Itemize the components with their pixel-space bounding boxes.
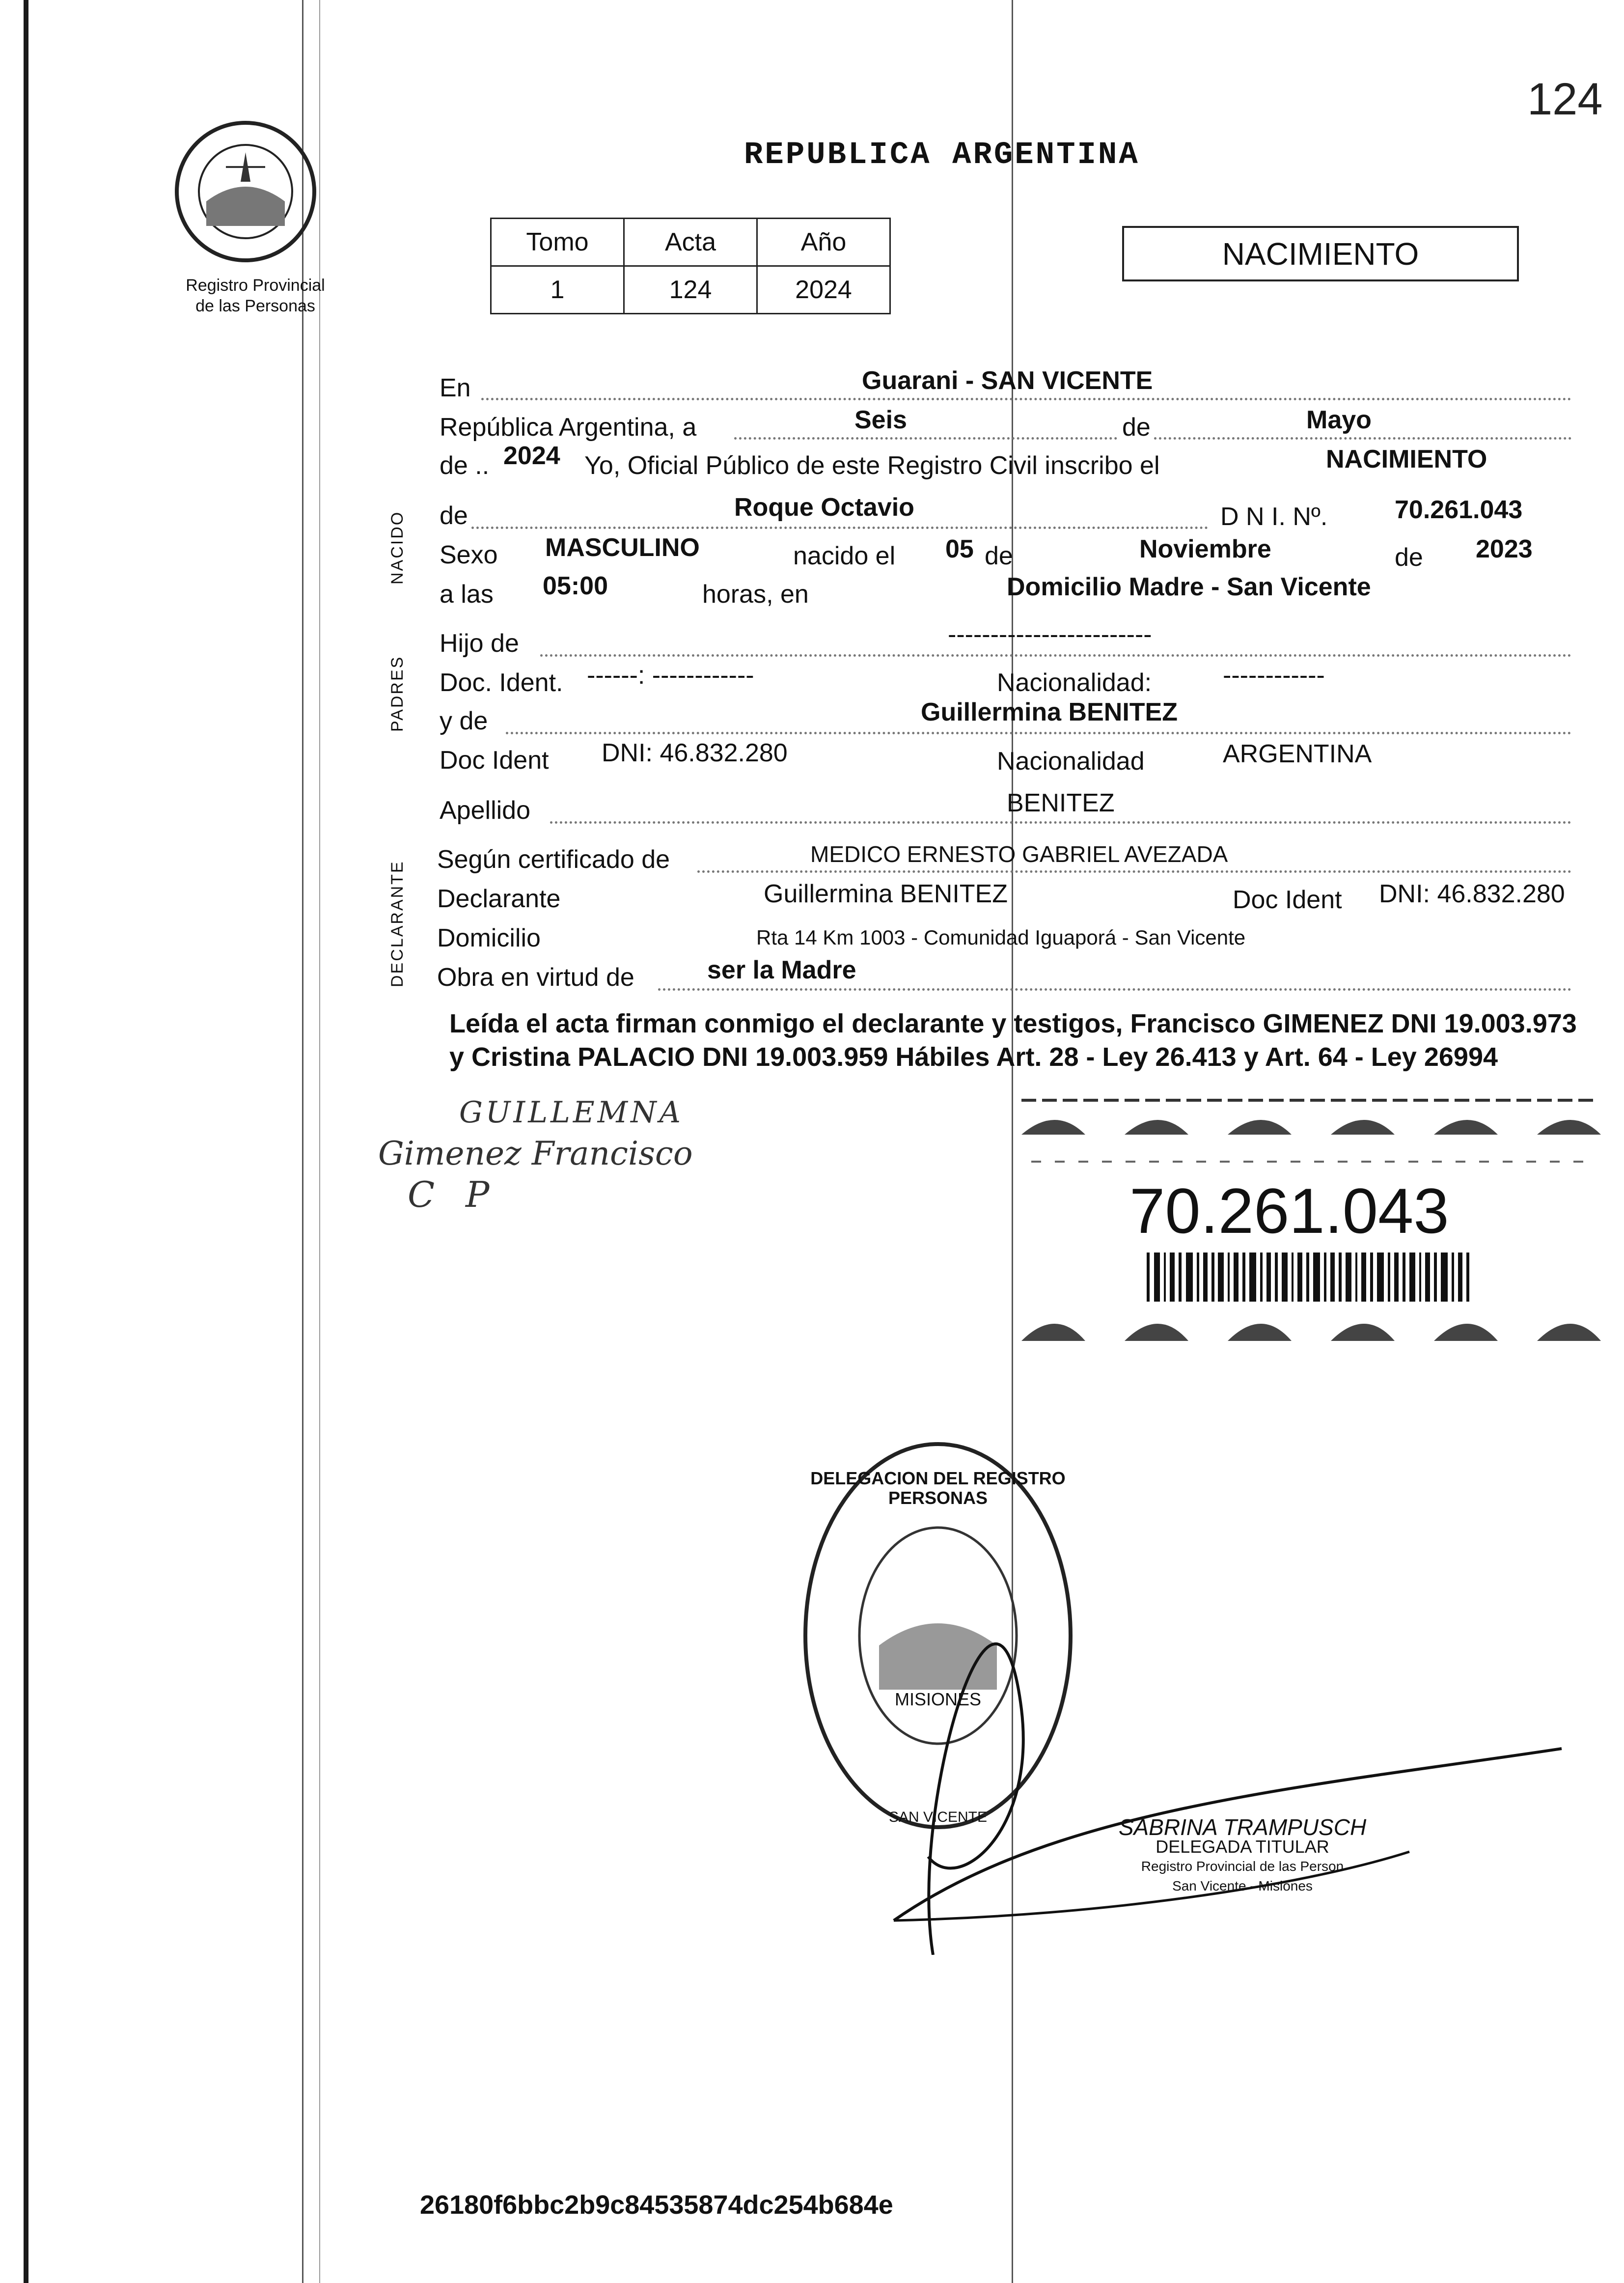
handwritten-line3: C P [408, 1174, 499, 1215]
label-obra: Obra en virtud de [437, 963, 634, 992]
label-dni: D N I. Nº. [1220, 502, 1328, 531]
label-nacido-el: nacido el [793, 542, 896, 570]
stamp-place: San Vicente - Misiones [1172, 1878, 1313, 1893]
registry-label-line1: Registro Provincial [186, 276, 325, 295]
label-hijo-de: Hijo de [440, 629, 519, 658]
page-number: 124 [1527, 74, 1603, 124]
side-label-padres: PADRES [388, 655, 407, 732]
dotline [658, 988, 1571, 991]
value-tipo: NACIMIENTO [1326, 445, 1487, 473]
dotline [1154, 437, 1571, 440]
handwritten-line1: GUILLEMNA [459, 1095, 684, 1130]
value-nac-dia: 05 [945, 535, 974, 563]
dotline [481, 398, 1571, 400]
stamp-org: Registro Provincial de las Person [1141, 1859, 1344, 1874]
handwritten-line2: Gimenez Francisco [378, 1135, 693, 1172]
side-label-declarante: DECLARANTE [388, 860, 407, 987]
record-type-box: NACIMIENTO [1122, 226, 1519, 281]
label-a-las: a las [440, 580, 494, 609]
closing-paragraph: Leída el acta firman conmigo el declarante y testigos, Francisco GIMENEZ DNI 19.003.973 y Cristina PALACIO DNI 19.003.959 Hábiles Art. 28 - Ley 26.413 y Art. 64 - Ley 26994 [449, 1009, 1577, 1072]
value-certificado: MEDICO ERNESTO GABRIEL AVEZADA [810, 841, 1228, 867]
margin-line-left-2 [319, 0, 320, 2283]
acta-value: 124 [624, 266, 757, 314]
label-doc-ident-declarante: Doc Ident [1233, 886, 1342, 914]
value-madre-nac: ARGENTINA [1223, 740, 1372, 768]
registry-label-line2: de las Personas [195, 297, 315, 315]
value-nac-ano: 2023 [1476, 535, 1533, 563]
value-padre-doc: ------: ------------ [587, 661, 754, 690]
label-horas-en: horas, en [702, 580, 809, 609]
value-padre-nac: ------------ [1223, 661, 1325, 690]
value-lugar: Guarani - SAN VICENTE [862, 366, 1153, 395]
stamp-name: SABRINA TRAMPUSCH [1118, 1814, 1367, 1840]
seal-outer-text: DELEGACION DEL REGISTRO PERSONAS [810, 1468, 1066, 1508]
label-de-nac-mes: de [985, 542, 1013, 570]
value-dia: Seis [854, 406, 907, 434]
value-domicilio: Rta 14 Km 1003 - Comunidad Iguaporá - San Vicente [756, 926, 1246, 949]
seal-bottom-text: SAN VICENTE [888, 1809, 988, 1825]
value-madre: Guillermina BENITEZ [921, 698, 1178, 726]
label-declarante: Declarante [437, 885, 561, 913]
value-nac-mes: Noviembre [1139, 535, 1271, 563]
margin-line-left [302, 0, 303, 2283]
dotline [471, 527, 1208, 529]
ano-value: 2024 [757, 266, 890, 314]
dotline [734, 437, 1117, 440]
tomo-acta-table [490, 218, 891, 314]
value-obra: ser la Madre [707, 956, 856, 984]
registry-label [157, 275, 354, 316]
value-declarante-doc: DNI: 46.832.280 [1379, 880, 1565, 908]
dni-sticker-number: 70.261.043 [1129, 1175, 1449, 1247]
value-hora: 05:00 [543, 572, 608, 600]
stamp-role: DELEGADA TITULAR [1156, 1837, 1329, 1857]
label-de-ano: de .. [440, 451, 490, 480]
label-yo: Yo, Oficial Público de este Registro Civil inscribo el [584, 451, 1160, 480]
value-mes: Mayo [1306, 406, 1372, 434]
label-y-de: y de [440, 707, 488, 735]
value-madre-doc: DNI: 46.832.280 [602, 739, 788, 767]
value-lugar-nac: Domicilio Madre - San Vicente [1007, 573, 1371, 601]
label-nacionalidad-padre: Nacionalidad: [997, 668, 1152, 697]
label-de-nac-ano: de [1395, 543, 1423, 572]
label-nacionalidad-madre: Nacionalidad [997, 747, 1145, 776]
label-de-nombre: de [440, 501, 468, 530]
document-hash: 26180f6bbc2b9c84535874dc254b684e [420, 2190, 893, 2220]
label-en: En [440, 374, 471, 402]
value-sexo: MASCULINO [545, 533, 700, 562]
scan-left-edge [24, 0, 28, 2283]
acta-header: Acta [624, 219, 757, 266]
dotline [506, 732, 1571, 734]
dotline [540, 654, 1571, 657]
tomo-value: 1 [491, 266, 624, 314]
label-domicilio: Domicilio [437, 924, 541, 952]
dotline [697, 870, 1571, 873]
value-nombre: Roque Octavio [734, 493, 914, 522]
label-apellido: Apellido [440, 796, 531, 825]
label-de-mes: de [1122, 413, 1151, 442]
ano-header: Año [757, 219, 890, 266]
label-republica: República Argentina, a [440, 413, 697, 442]
value-apellido: BENITEZ [1007, 789, 1115, 817]
province-logo [167, 113, 324, 270]
side-label-nacido: NACIDO [388, 510, 407, 585]
value-ano: 2024 [503, 442, 560, 470]
document-title: REPUBLICA ARGENTINA [744, 138, 1140, 173]
seal-inner-text: MISIONES [894, 1689, 982, 1709]
label-segun: Según certificado de [437, 845, 670, 874]
value-padre: ------------------------ [948, 620, 1152, 649]
value-dni: 70.261.043 [1395, 496, 1523, 524]
tomo-header: Tomo [491, 219, 624, 266]
label-sexo: Sexo [440, 541, 498, 569]
value-declarante: Guillermina BENITEZ [764, 880, 1008, 908]
dotline [550, 821, 1571, 824]
signature-stamp [1071, 1814, 1414, 1896]
label-doc-ident-madre: Doc Ident [440, 746, 549, 775]
label-doc-ident-padre: Doc. Ident. [440, 668, 563, 697]
